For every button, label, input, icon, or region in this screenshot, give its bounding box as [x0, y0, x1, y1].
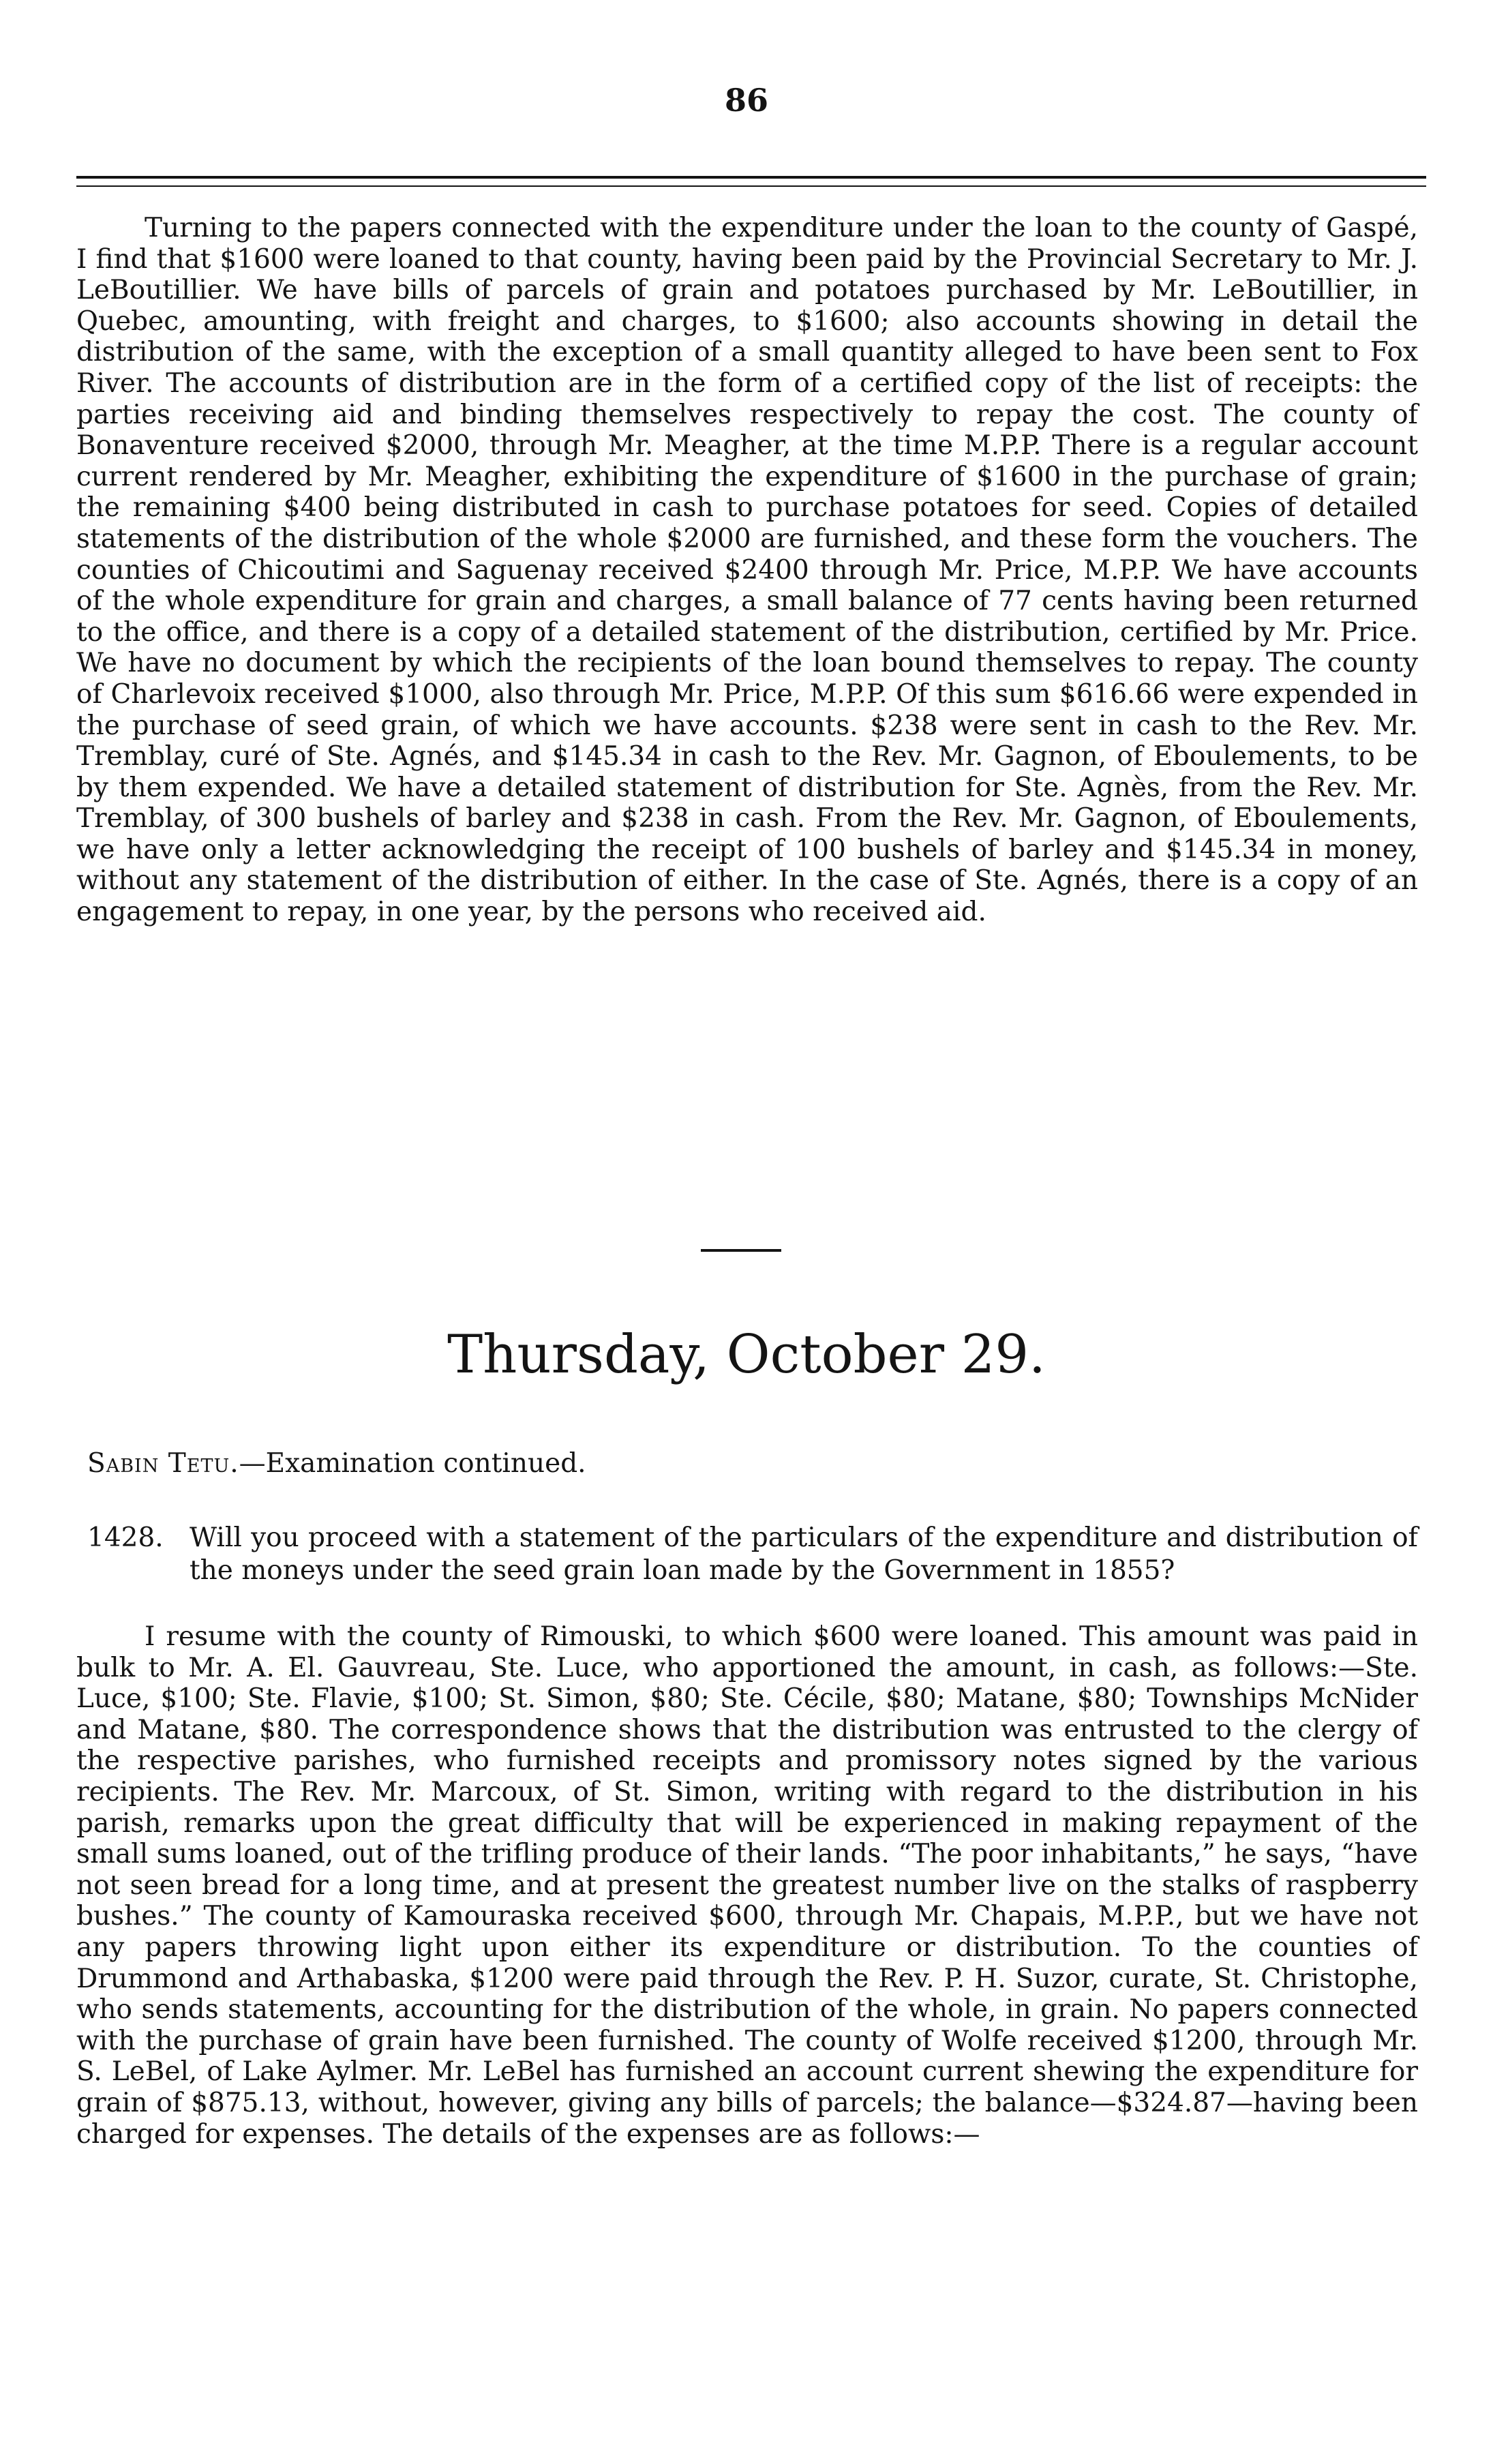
- witness-line: [87, 1448, 586, 1479]
- paragraph-loan-expenditure: Turning to the papers connected with the expenditure under the loan to the county of Gaspé, I find that $1600 were loaned to that county, having been paid by the Provincial Secretary to Mr. J. LeBoutillier. We have bills of parcels of grain and potatoes purchased by Mr. LeBoutillier, in Quebec, amounting, with freight and charges, to $1600; also accounts showing in detail the distribution of the same, with the exception of a small quantity alleged to have been sent to Fox River. The accounts of distribution are in the form of a certified copy of the list of receipts: the parties receiving aid and binding themselves respectively to repay the cost. The county of Bonaventure received $2000, through Mr. Meagher, at the time M.P.P. There is a regular account current rendered by Mr. Meagher, exhibiting the expenditure of $1600 in the purchase of grain; the remaining $400 being distributed in cash to purchase potatoes for seed. Copies of detailed statements of the distribution of the whole $2000 are furnished, and these form the vouchers. The counties of Chicoutimi and Saguenay received $2400 through Mr. Price, M.P.P. We have accounts of the whole expenditure for grain and charges, a small balance of 77 cents having been returned to the office, and there is a copy of a detailed statement of the distribution, certified by Mr. Price. We have no document by which the recipients of the loan bound themselves to repay. The county of Charlevoix received $1000, also through Mr. Price, M.P.P. Of this sum $616.66 were expended in the purchase of seed grain, of which we have accounts. $238 were sent in cash to the Rev. Mr. Tremblay, curé of Ste. Agnés, and $145.34 in cash to the Rev. Mr. Gagnon, of Eboulements, to be by them expended. We have a detailed statement of distribution for Ste. Agnès, from the Rev. Mr. Tremblay, of 300 bushels of barley and $238 in cash. From the Rev. Mr. Gagnon, of Eboulements, we have only a letter acknowledging the receipt of 100 bushels of barley and $145.34 in money, without any statement of the distribution of either. In the case of Ste. Agnés, there is a copy of an engagement to repay, in one year, by the persons who received aid.: [76, 213, 1418, 928]
- page-number: 86: [724, 82, 768, 119]
- witness-name: Sabin Tetu.: [87, 1448, 239, 1479]
- day-heading: Thursday, October 29.: [447, 1324, 1046, 1385]
- question-number: 1428.: [87, 1522, 164, 1553]
- witness-note: —Examination continued.: [239, 1448, 586, 1479]
- section-divider: [701, 1249, 781, 1252]
- question-text: Will you proceed with a statement of the particulars of the expenditure and distribution of the moneys under the seed grain loan made by the Government in 1855?: [190, 1522, 1418, 1586]
- answer-paragraph: I resume with the county of Rimouski, to which $600 were loaned. This amount was paid in bulk to Mr. A. El. Gauvreau, Ste. Luce, who apportioned the amount, in cash, as follows:—Ste. Luce, $100; Ste. Flavie, $100; St. Simon, $80; Ste. Cécile, $80; Matane, $80; Townships McNider and Matane, $80. The correspondence shows that the distribution was entrusted to the clergy of the respective parishes, who furnished receipts and promissory notes signed by the various recipients. The Rev. Mr. Marcoux, of St. Simon, writing with regard to the distribution in his parish, remarks upon the great difficulty that will be experienced in making repayment of the small sums loaned, out of the trifling produce of their lands. “The poor inhabitants,” he says, “have not seen bread for a long time, and at present the greatest number live on the stalks of raspberry bushes.” The county of Kamouraska received $600, through Mr. Chapais, M.P.P., but we have not any papers throwing light upon either its expenditure or distribution. To the counties of Drummond and Arthabaska, $1200 were paid through the Rev. P. H. Suzor, curate, St. Christophe, who sends statements, accounting for the distribution of the whole, in grain. No papers connected with the purchase of grain have been furnished. The county of Wolfe received $1200, through Mr. S. LeBel, of Lake Aylmer. Mr. LeBel has furnished an account current shewing the expenditure for grain of $875.13, without, however, giving any bills of parcels; the balance—$324.87—having been charged for expenses. The details of the expenses are as follows:—: [76, 1621, 1418, 2150]
- question-1428: [87, 1522, 1418, 1587]
- header-double-rule: [76, 176, 1426, 187]
